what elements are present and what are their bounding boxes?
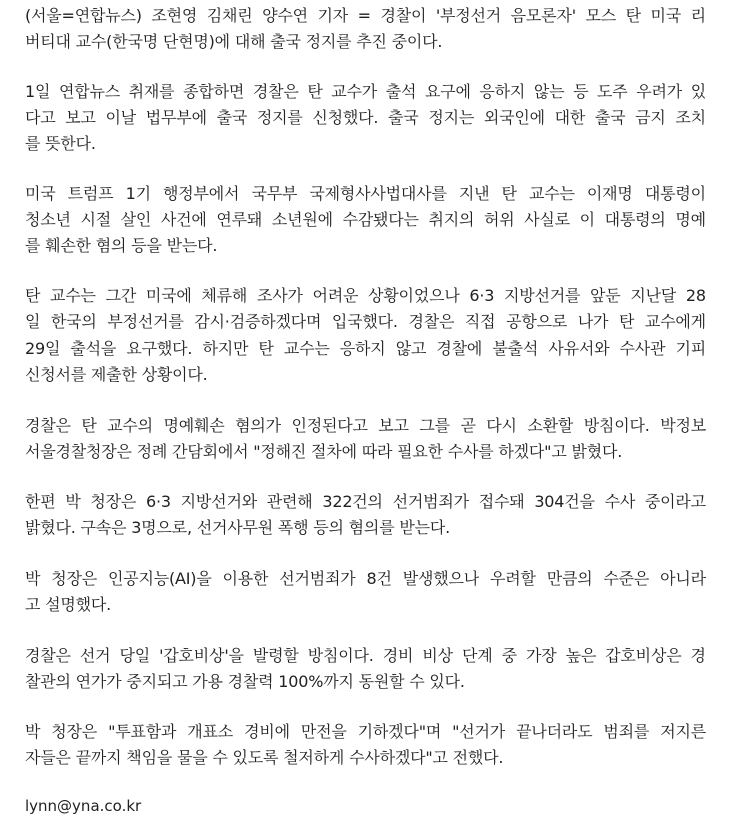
paragraph-4-line-4: 신청서를 제출한 상황이다. xyxy=(25,365,208,384)
word: 지방선거를 xyxy=(503,286,581,305)
word: 청소년 xyxy=(25,210,71,229)
word: 당일 xyxy=(119,646,150,665)
word: 출국 xyxy=(594,108,626,127)
word: 보고 xyxy=(378,416,409,435)
word: 박정보 xyxy=(660,416,706,435)
word: 트럼프 xyxy=(67,184,114,203)
word: 시절 xyxy=(80,210,111,229)
word: 발생했으나 xyxy=(402,569,479,588)
word: 혐의가 xyxy=(235,416,281,435)
word: 박 xyxy=(25,569,41,588)
word: 비상 xyxy=(422,646,453,665)
word: 허위 xyxy=(483,210,515,229)
word: 일 xyxy=(25,312,41,331)
paragraph-1-line-2: 버티대 교수(한국명 단현명)에 대해 출국 정지를 추진 중이다. xyxy=(25,32,443,51)
word: 저지른 xyxy=(660,722,706,741)
word: 모스 xyxy=(585,6,617,25)
word: 교수에게 xyxy=(644,312,706,331)
paragraph-6-line-2: 밝혔다. 구속은 3명으로, 선거사무원 폭행 등의 혐의를 받는다. xyxy=(25,518,450,537)
word: 중이라고 xyxy=(644,492,706,511)
word: 우려가 xyxy=(636,82,683,101)
word: 방침이다. xyxy=(583,416,650,435)
word: 출석을 xyxy=(70,339,117,358)
word: 않고 xyxy=(395,339,427,358)
word: 상황이었으나 xyxy=(368,286,460,305)
word: 대통령이 xyxy=(644,184,706,203)
word: 불출석 xyxy=(492,339,539,358)
word: "선거가 xyxy=(452,722,506,741)
word: 박 xyxy=(65,492,81,511)
word: 이 xyxy=(579,210,595,229)
word: '갑호비상'을 xyxy=(159,646,244,665)
word: 응하지 xyxy=(339,339,386,358)
word: 1일 xyxy=(25,82,51,101)
word: '부정선거 xyxy=(435,6,502,25)
word: 탄 xyxy=(258,339,274,358)
word: 직접 xyxy=(464,312,496,331)
word: 가장 xyxy=(525,646,557,665)
paragraph-2-line-3: 를 뜻한다. xyxy=(25,134,96,153)
word: 출국 xyxy=(216,108,248,127)
paragraph-5-line-2: 서울경찰청장은 정례 간담회에서 "정해진 절차에 따라 필요한 수사를 하겠다"고 밝혔다. xyxy=(25,442,623,461)
word: 인공지능(AI)을 xyxy=(107,569,212,588)
paragraph-8-line-2: 찰관의 연가가 중지되고 가용 경찰력 100%까지 동원할 수 있다. xyxy=(25,672,465,691)
word: 사건에 xyxy=(160,210,207,229)
word: 하지만 xyxy=(202,339,249,358)
word: 연루돼 xyxy=(216,210,263,229)
word: 미국에 xyxy=(145,286,192,305)
word: 청장은 xyxy=(51,569,97,588)
word: 부정선거를 xyxy=(107,312,184,331)
word: 기피 xyxy=(675,339,706,358)
word: 대통령의 xyxy=(604,210,666,229)
word: 선거 xyxy=(79,646,111,665)
word: 요구했다. xyxy=(126,339,193,358)
word: 보고 xyxy=(65,108,96,127)
word: 기하겠다"며 xyxy=(357,722,442,741)
word: 한국의 xyxy=(50,312,97,331)
word: 탄 xyxy=(25,286,41,305)
word: 리 xyxy=(690,6,706,25)
word: 다시 xyxy=(486,416,517,435)
word: 그를 xyxy=(419,416,450,435)
word: 경찰은 xyxy=(408,312,455,331)
word: 한편 xyxy=(25,492,56,511)
word: 공항으로 xyxy=(506,312,568,331)
word: 만전을 xyxy=(300,722,347,741)
word: 양수연 xyxy=(262,6,308,25)
word: 출석 xyxy=(385,82,417,101)
word: 중 xyxy=(501,646,517,665)
paragraph-9-line-2: 자들은 끝까지 책임을 물을 수 있도록 철저하게 수사하겠다"고 전했다. xyxy=(25,748,504,767)
word: 체류해 xyxy=(201,286,248,305)
word: 높은 xyxy=(565,646,597,665)
word: 접수돼 xyxy=(478,492,525,511)
word: 경찰이 xyxy=(380,6,427,25)
word: 청장은 xyxy=(90,492,137,511)
word: 방침이다. xyxy=(307,646,374,665)
word: 국제형사사법대사를 xyxy=(309,184,447,203)
word: 탄 xyxy=(618,312,635,331)
word: 행정부에서 xyxy=(163,184,240,203)
word: "투표함과 xyxy=(108,722,177,741)
word: 교수의 xyxy=(107,416,153,435)
word: 연합뉴스 xyxy=(58,82,120,101)
word: 우려할 xyxy=(489,569,536,588)
word: 살인 xyxy=(120,210,152,229)
word: 소년원에 xyxy=(271,210,333,229)
word: 29일 xyxy=(25,339,61,358)
word: 사유서와 xyxy=(548,339,610,358)
word: 김채린 xyxy=(206,6,253,25)
word: 요구에 xyxy=(424,82,471,101)
word: 곧 xyxy=(460,416,476,435)
word: 조현영 xyxy=(151,6,198,25)
word: 이날 xyxy=(105,108,137,127)
word: 응하지 xyxy=(479,82,526,101)
word: 322건의 xyxy=(322,492,383,511)
paragraph-7-line-1 xyxy=(25,563,706,595)
word: 음모론자' xyxy=(510,6,576,25)
word: 경 xyxy=(690,646,706,665)
word: 수사관 xyxy=(619,339,666,358)
word: 8건 xyxy=(366,569,392,588)
word: 조치 xyxy=(675,108,706,127)
paragraph-7-line-2: 고 설명했다. xyxy=(25,595,112,614)
word: 청장은 xyxy=(51,722,98,741)
word: 교수는 xyxy=(528,184,575,203)
word: 사실로 xyxy=(524,210,570,229)
word: 경찰에 xyxy=(436,339,483,358)
word: 명예훼손 xyxy=(163,416,225,435)
word: 미국 xyxy=(25,184,56,203)
paragraph-3-line-3: 를 훼손한 혐의 등을 받는다. xyxy=(25,236,218,255)
word: 정지를 xyxy=(256,108,303,127)
word: 국무부 xyxy=(251,184,298,203)
word: 개표소 xyxy=(187,722,234,741)
word: 종합하면 xyxy=(183,82,245,101)
word: 조사가 xyxy=(256,286,303,305)
word: 출국 xyxy=(388,108,419,127)
word: 304건을 xyxy=(534,492,595,511)
word: 탄 xyxy=(625,6,641,25)
word: 도주 xyxy=(597,82,628,101)
word: 나가 xyxy=(577,312,609,331)
word: 지낸 xyxy=(458,184,490,203)
word: 경찰은 xyxy=(252,82,299,101)
word: 수사 xyxy=(604,492,636,511)
word: 교수가 xyxy=(331,82,378,101)
word: 범죄를 xyxy=(603,722,650,741)
word: 그간 xyxy=(105,286,137,305)
word: 명예 xyxy=(675,210,706,229)
word: 탄 xyxy=(501,184,517,203)
word: 6·3 xyxy=(469,286,495,305)
word: 수준은 xyxy=(603,569,650,588)
word: 박 xyxy=(25,722,41,741)
word: 이용한 xyxy=(222,569,269,588)
word: 지난달 xyxy=(630,286,677,305)
word: 신청했다. xyxy=(312,108,379,127)
word: 만큼의 xyxy=(546,569,593,588)
word: 지방선거와 xyxy=(180,492,257,511)
word: 이재명 xyxy=(586,184,633,203)
word: 단계 xyxy=(461,646,493,665)
word: 관련해 xyxy=(266,492,313,511)
word: 금지 xyxy=(635,108,666,127)
word: 아니라 xyxy=(660,569,706,588)
word: 갑호비상은 xyxy=(605,646,682,665)
word: 미국 xyxy=(650,6,681,25)
word: 탄 xyxy=(81,416,97,435)
word: (서울=연합뉴스) xyxy=(25,6,142,25)
word: 수감됐다는 xyxy=(342,210,419,229)
word: 6·3 xyxy=(146,492,171,511)
paragraph-2-line-2 xyxy=(25,102,706,134)
word: 앞둔 xyxy=(590,286,621,305)
word: 경비 xyxy=(382,646,414,665)
word: 어려운 xyxy=(312,286,359,305)
word: 기자 xyxy=(317,6,349,25)
word: 취재를 xyxy=(128,82,175,101)
word: 있 xyxy=(690,82,706,101)
word: 소환할 xyxy=(527,416,574,435)
word: 교수는 xyxy=(283,339,330,358)
word: 대한 xyxy=(554,108,586,127)
word: 않는 xyxy=(533,82,565,101)
word: = xyxy=(357,6,371,25)
word: 교수는 xyxy=(50,286,96,305)
word: 탄 xyxy=(307,82,323,101)
word: 경비에 xyxy=(244,722,290,741)
word: 감시·검증하겠다며 xyxy=(194,312,322,331)
word: 정지는 xyxy=(428,108,475,127)
word: 취지의 xyxy=(428,210,475,229)
word: 경찰은 xyxy=(25,646,71,665)
word: 경찰은 xyxy=(25,416,71,435)
word: 입국했다. xyxy=(331,312,398,331)
word: 발령할 xyxy=(252,646,299,665)
reporter-email[interactable]: lynn@yna.co.kr xyxy=(25,797,142,815)
word: 외국인에 xyxy=(483,108,545,127)
word: 선거범죄가 xyxy=(392,492,469,511)
word: 끝나더라도 xyxy=(516,722,593,741)
word: 다고 xyxy=(25,108,56,127)
word: 선거범죄가 xyxy=(279,569,356,588)
word: 등 xyxy=(573,82,589,101)
word: 1기 xyxy=(125,184,151,203)
word: 법무부에 xyxy=(145,108,207,127)
word: 인정된다고 xyxy=(291,416,368,435)
word: 28 xyxy=(685,286,706,305)
